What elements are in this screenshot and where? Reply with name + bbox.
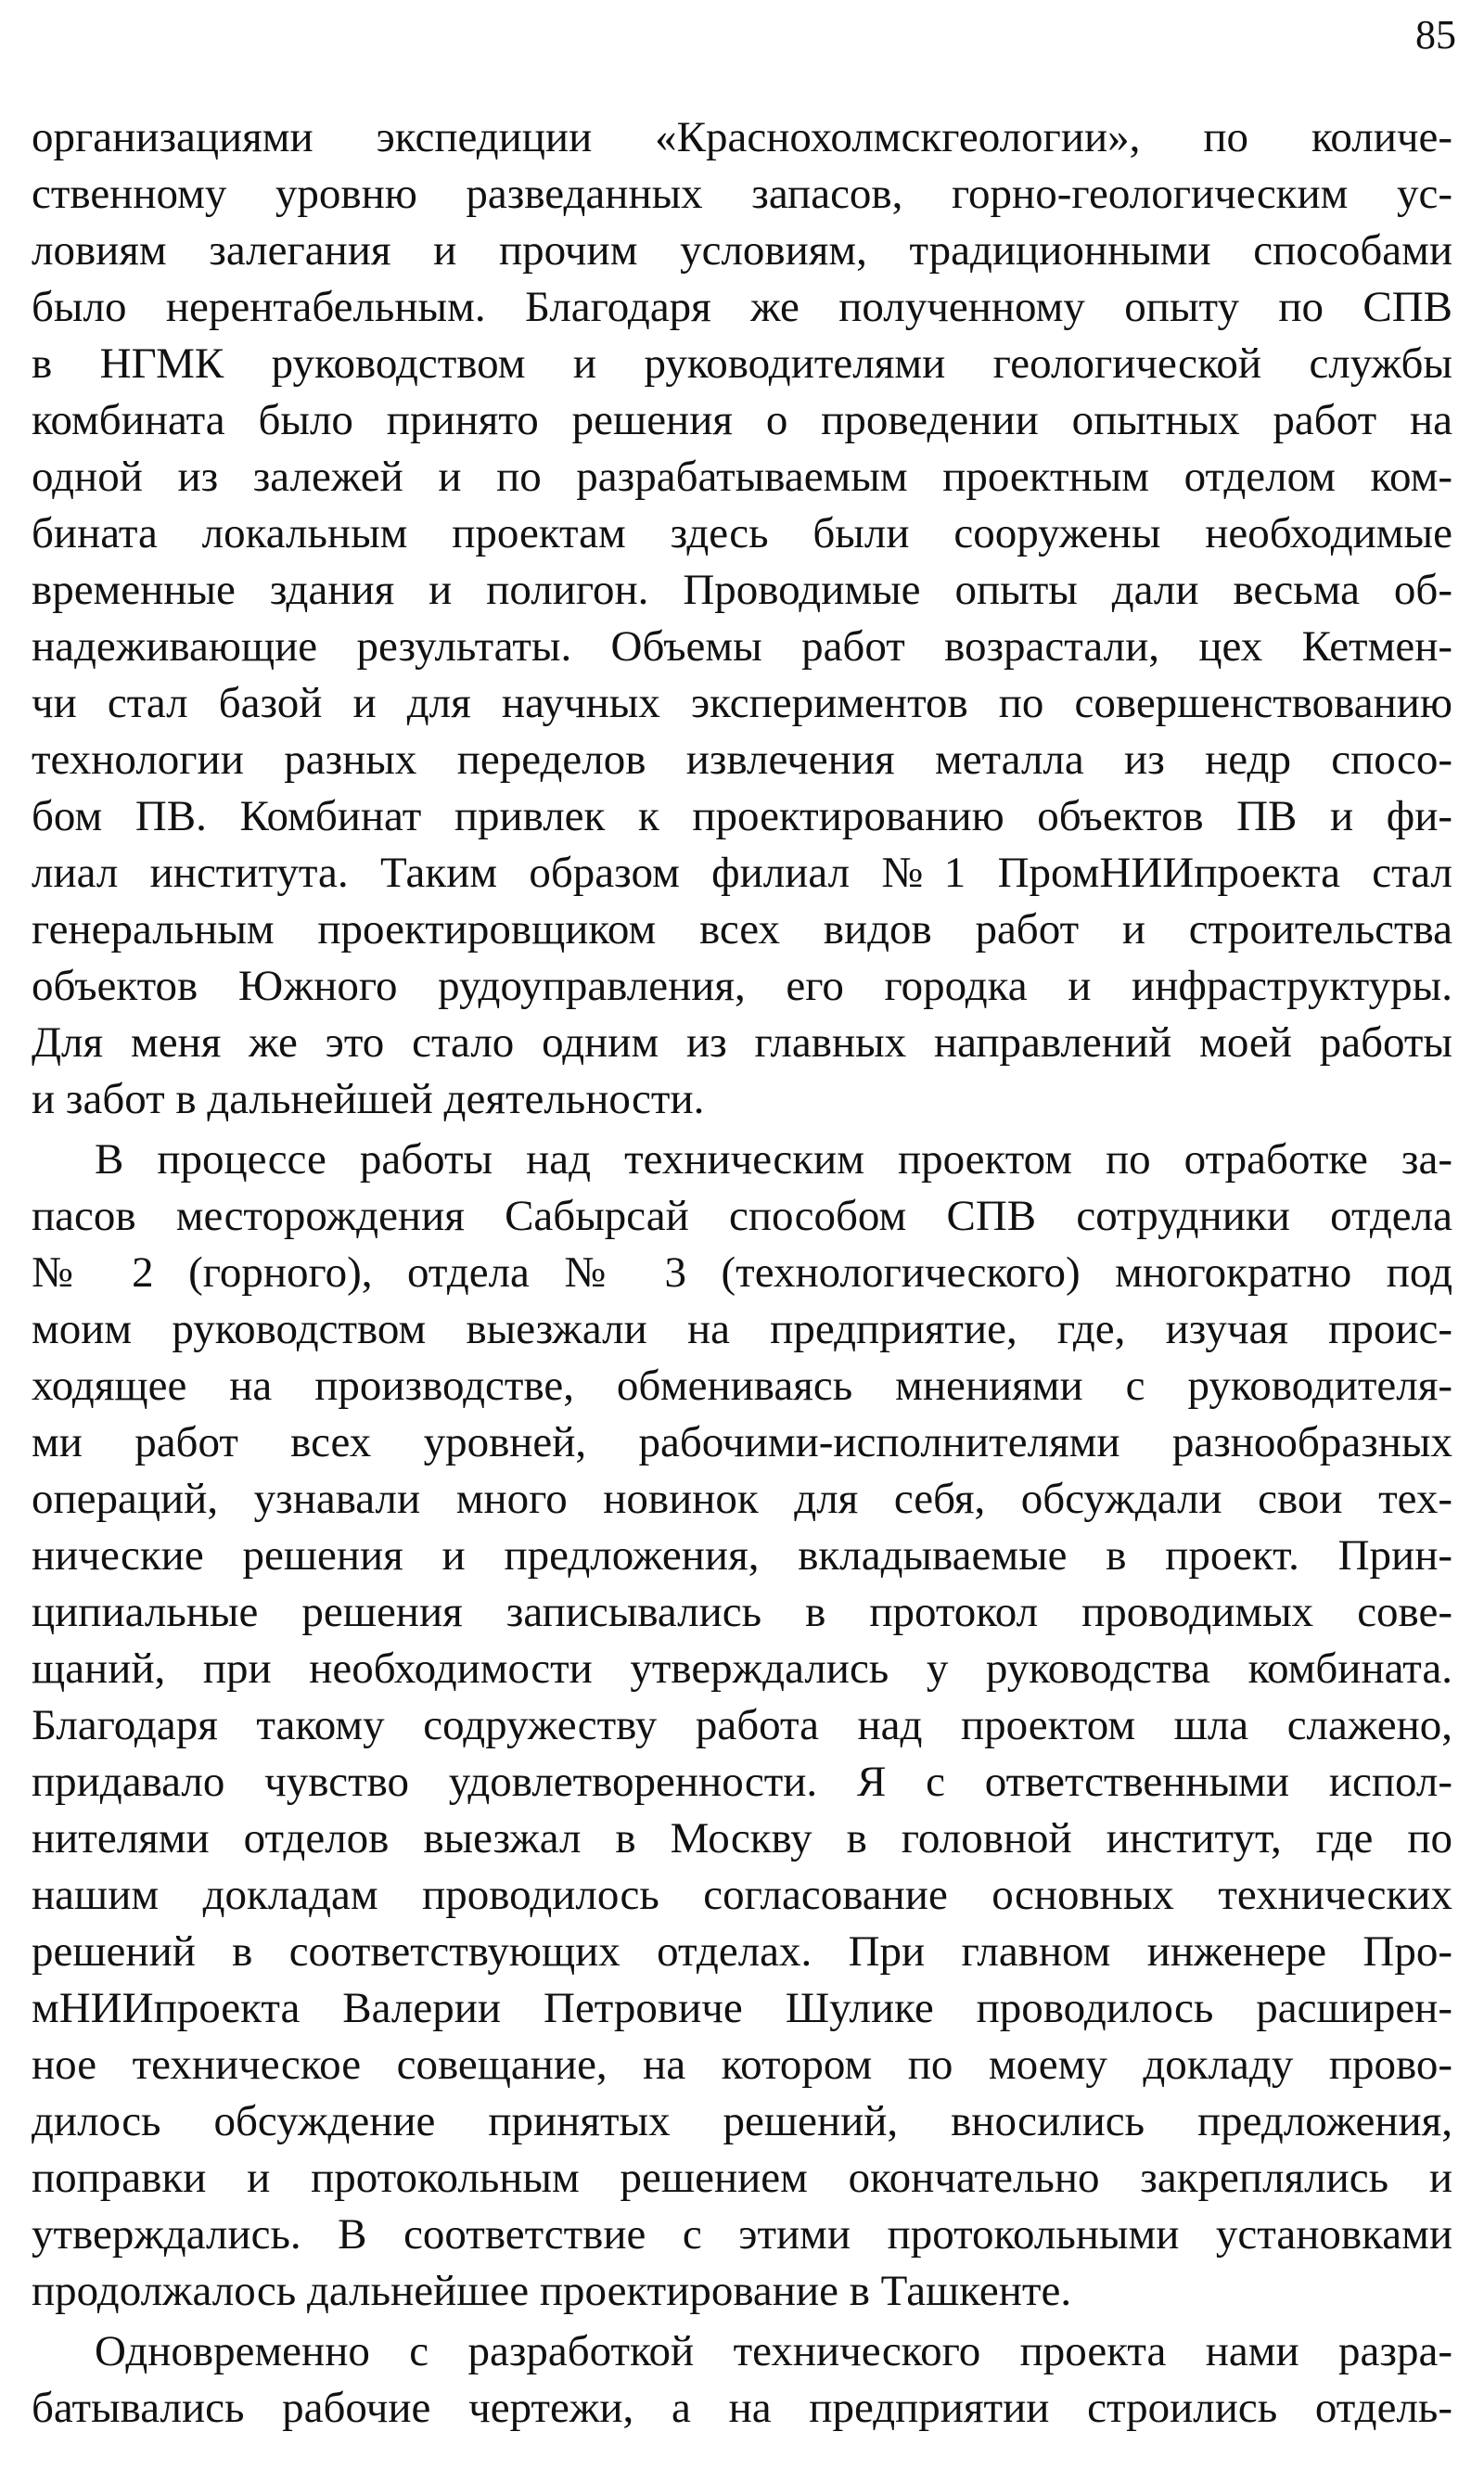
text-line: ственному уровню разведанных запасов, горно-геологическим ус- (32, 170, 1452, 218)
text-line: ное техническое совещание, на котором по моему докладу прово- (32, 2041, 1452, 2089)
text-line: нашим докладам проводилось согласование основных технических (32, 1871, 1452, 1919)
text-line: дилось обсуждение принятых решений, вносились предложения, (32, 2097, 1452, 2145)
text-line: объектов Южного рудоуправления, его городка и инфраструктуры. (32, 962, 1452, 1010)
text-body (32, 109, 1452, 2437)
text-line: моим руководством выезжали на предприятие, где, изучая проис- (32, 1305, 1452, 1353)
page-number: 85 (1415, 12, 1456, 58)
text-line: чи стал базой и для научных экспериментов по совершенствованию (32, 679, 1452, 727)
text-line: нителями отделов выезжал в Москву в головной институт, где по (32, 1814, 1452, 1862)
text-line: пасов месторождения Сабырсай способом СПВ сотрудники отдела (32, 1192, 1452, 1240)
text-line: мНИИпроекта Валерии Петровиче Шулике проводилось расширен- (32, 1984, 1452, 2032)
text-line: в НГМК руководством и руководителями геологической службы (32, 339, 1452, 388)
text-line: решений в соответствующих отделах. При главном инженере Про- (32, 1927, 1452, 1976)
text-line: временные здания и полигон. Проводимые опыты дали весьма об- (32, 566, 1452, 614)
text-line: лиал института. Таким образом филиал №1 ПромНИИпроекта стал (32, 849, 1452, 897)
text-line: организациями экспедиции «Краснохолмскгеологии», по количе- (32, 113, 1452, 161)
text-line: надеживающие результаты. Объемы работ возрастали, цех Кетмен- (32, 622, 1452, 671)
text-line: В процессе работы над техническим проектом по отработке за- (95, 1135, 1452, 1184)
text-line: комбината было принято решения о проведении опытных работ на (32, 396, 1452, 444)
paragraph-1 (32, 109, 1452, 1128)
text-line: одной из залежей и по разрабатываемым проектным отделом ком- (32, 453, 1452, 501)
text-line: ловиям залегания и прочим условиям, традиционными способами (32, 226, 1452, 275)
text-line: ми работ всех уровней, рабочими-исполнителями разнообразных (32, 1418, 1452, 1466)
text-line: утверждались. В соответствие с этими протокольными установками (32, 2210, 1452, 2259)
text-line: батывались рабочие чертежи, а на предприятии строились отдель- (32, 2384, 1452, 2432)
text-line: технологии разных переделов извлечения металла из недр спосо- (32, 736, 1452, 784)
text-line: и забот в дальнейшей деятельности. (32, 1075, 705, 1123)
text-line: генеральным проектировщиком всех видов работ и строительства (32, 905, 1452, 954)
text-line: № 2 (горного), отдела № 3 (технологического) многократно под (32, 1248, 1452, 1297)
text-line: щаний, при необходимости утверждались у руководства комбината. (32, 1645, 1452, 1693)
text-line: Для меня же это стало одним из главных направлений моей работы (32, 1018, 1452, 1067)
text-line: Одновременно с разработкой технического проекта нами разра- (95, 2327, 1452, 2375)
paragraph-2 (32, 1132, 1452, 2320)
text-line: бом ПВ. Комбинат привлек к проектированию объектов ПВ и фи- (32, 792, 1452, 840)
text-line: операций, узнавали много новинок для себя, обсуждали свои тех- (32, 1475, 1452, 1523)
text-line: нические решения и предложения, вкладываемые в проект. Прин- (32, 1531, 1452, 1580)
text-line: поправки и протокольным решением окончательно закреплялись и (32, 2154, 1452, 2202)
paragraph-3 (32, 2323, 1452, 2437)
text-line: продолжалось дальнейшее проектирование в Ташкенте. (32, 2267, 1072, 2315)
text-line: придавало чувство удовлетворенности. Я с ответственными испол- (32, 1758, 1452, 1806)
text-line: ципиальные решения записывались в протокол проводимых сове- (32, 1588, 1452, 1636)
text-line: Благодаря такому содружеству работа над проектом шла слажено, (32, 1701, 1452, 1749)
text-line: было нерентабельным. Благодаря же полученному опыту по СПВ (32, 283, 1452, 331)
text-line: ходящее на производстве, обмениваясь мнениями с руководителя- (32, 1362, 1452, 1410)
text-line: бината локальным проектам здесь были сооружены необходимые (32, 509, 1452, 557)
